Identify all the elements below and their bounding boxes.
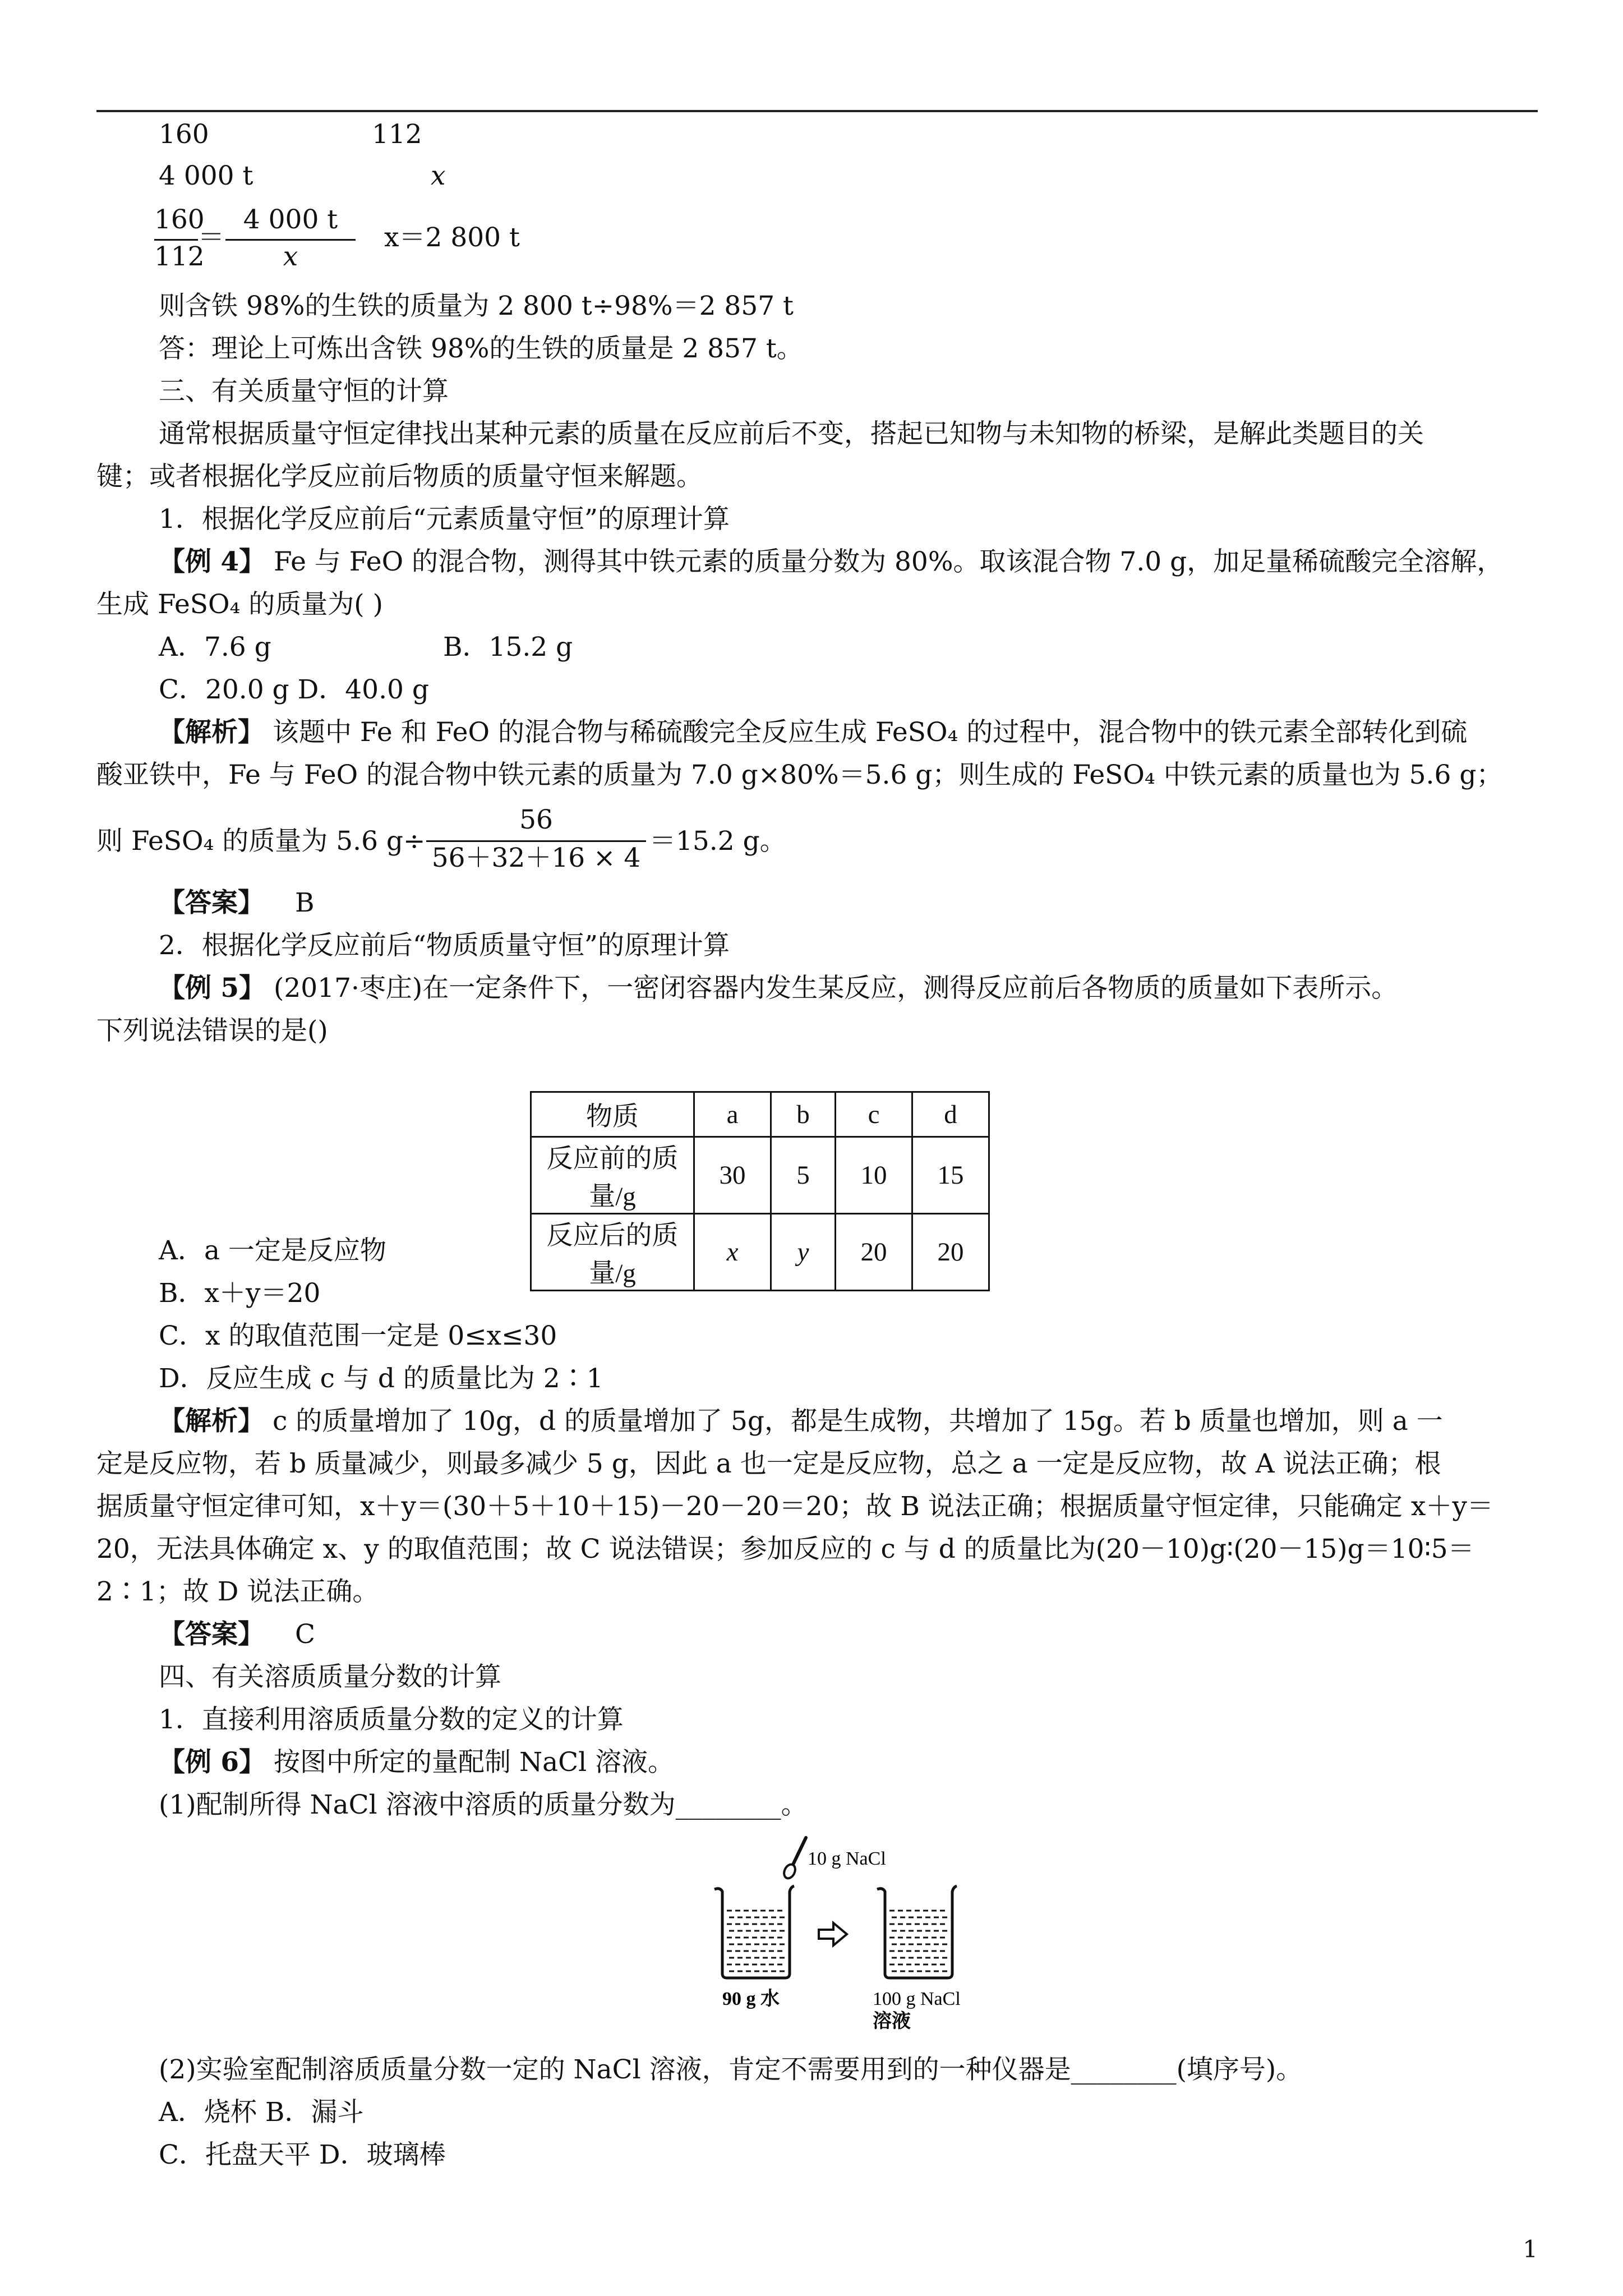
calc-row1-a: 160 — [159, 119, 209, 150]
arrow-right-icon — [819, 1923, 847, 1945]
analysis-tag: 【解析】 — [159, 1406, 264, 1437]
answer-value: C — [294, 1619, 315, 1650]
fraction-bar — [225, 239, 356, 241]
section-heading-3: 三、有关质量守恒的计算 — [159, 376, 449, 407]
subheading-2: 2．根据化学反应前后“物质质量守恒”的原理计算 — [159, 930, 730, 961]
question-2: (2)实验室配制溶质质量分数一定的 NaCl 溶液，肯定不需要用到的一种仪器是________(填序号)。 — [159, 2054, 1303, 2085]
analysis-text-cont: 20，无法具体确定 x、y 的取值范围；故 C 说法错误；参加反应的 c 与 d 的质量比为(20－10)g∶(20－15)g＝10∶5＝ — [96, 1534, 1474, 1565]
fraction-denominator: 56＋32＋16 × 4 — [431, 843, 641, 873]
analysis-text-pre: 则 FeSO₄ 的质量为 5.6 g÷ — [96, 826, 426, 857]
answer-tag: 【答案】 — [159, 887, 264, 918]
beaker-solution-icon — [877, 1886, 957, 1978]
table-header-cell: 物质 — [531, 1092, 694, 1137]
table-cell: x — [694, 1214, 771, 1291]
example-5-text: (2017·枣庄)在一定条件下，一密闭容器内发生某反应，测得反应前后各物质的质量如下表所示。 — [274, 973, 1398, 1004]
subheading-3: 1．直接利用溶质质量分数的定义的计算 — [159, 1704, 624, 1735]
fraction-numerator: 4 000 t — [243, 204, 338, 235]
table-cell: 5 — [771, 1137, 836, 1214]
analysis-5-line — [159, 1405, 1443, 1438]
table-cell: 30 — [694, 1137, 771, 1214]
answer-4-line — [159, 886, 315, 920]
analysis-4-line — [159, 716, 1467, 749]
fraction-bar — [154, 239, 198, 241]
analysis-tag: 【解析】 — [159, 717, 264, 748]
option-c: C．x 的取值范围一定是 0≤x≤30 — [159, 1320, 557, 1351]
example-4-tag: 【例 4】 — [159, 546, 266, 577]
text-line: 则含铁 98%的生铁的质量为 2 800 t÷98%＝2 857 t — [159, 291, 794, 321]
table-cell: 反应前的质量/g — [531, 1137, 694, 1214]
table-header-cell: b — [771, 1092, 836, 1137]
table-cell: 10 — [836, 1137, 912, 1214]
page-number: 1 — [1523, 2235, 1538, 2263]
table-cell: 15 — [912, 1137, 989, 1214]
calc-row2-a: 4 000 t — [159, 160, 253, 191]
option-a: A．7.6 g — [159, 632, 271, 662]
fraction-160-112 — [154, 203, 205, 274]
table-header-cell: d — [912, 1092, 989, 1137]
option-c-d: C．托盘天平 D．玻璃棒 — [159, 2139, 446, 2170]
table-header-cell: c — [836, 1092, 912, 1137]
example-4-line — [159, 545, 1503, 579]
example-4-text-cont: 生成 FeSO₄ 的质量为( ) — [96, 589, 383, 620]
table-cell: 20 — [836, 1214, 912, 1291]
table-header-row — [531, 1092, 989, 1137]
calc-row2-b: x — [431, 160, 446, 191]
answer-line: 答：理论上可炼出含铁 98%的生铁的质量是 2 857 t。 — [159, 333, 803, 364]
section-heading-4: 四、有关溶质质量分数的计算 — [159, 1662, 501, 1692]
answer-5-line — [159, 1618, 315, 1651]
fraction-4000-x — [225, 203, 356, 274]
answer-value: B — [294, 887, 315, 918]
option-b: B．15.2 g — [443, 632, 573, 662]
analysis-text-cont: 2∶1；故 D 说法正确。 — [96, 1576, 379, 1607]
header-rule — [96, 110, 1538, 112]
figure-label-nacl: 10 g NaCl — [808, 1848, 886, 1869]
table-cell: y — [771, 1214, 836, 1291]
answer-tag: 【答案】 — [159, 1619, 264, 1650]
example-4-text: Fe 与 FeO 的混合物，测得其中铁元素的质量分数为 80%。取该混合物 7.0 g，加足量稀硫酸完全溶解， — [274, 546, 1504, 577]
figure-label-solution-2: 溶液 — [873, 2011, 911, 2032]
analysis-text-cont: 定是反应物，若 b 质量减少，则最多减少 5 g，因此 a 也一定是反应物，总之 a 一定是反应物，故 A 说法正确；根 — [96, 1448, 1441, 1479]
example-5-tag: 【例 5】 — [159, 973, 266, 1004]
equals-sign: ＝ — [198, 222, 224, 253]
table-header-cell: a — [694, 1092, 771, 1137]
table-row — [531, 1137, 989, 1214]
example-5-text-cont: 下列说法错误的是() — [96, 1015, 328, 1046]
nacl-solution-figure — [712, 1833, 1004, 2046]
analysis-text: 该题中 Fe 和 FeO 的混合物与稀硫酸完全反应生成 FeSO₄ 的过程中，混合物中的铁元素全部转化到硫 — [272, 717, 1468, 748]
fraction-numerator: 160 — [154, 204, 205, 235]
fraction-fe-ratio — [426, 803, 646, 875]
question-1: (1)配制所得 NaCl 溶液中溶质的质量分数为________。 — [159, 1789, 808, 1820]
example-6-line — [159, 1746, 674, 1779]
option-a: A．a 一定是反应物 — [159, 1235, 386, 1266]
fraction-bar — [426, 840, 646, 842]
calc-row1-b: 112 — [372, 119, 422, 150]
example-5-line — [159, 972, 1398, 1005]
example-6-tag: 【例 6】 — [159, 1747, 266, 1778]
figure-label-solution: 100 g NaCl — [873, 1989, 961, 2009]
calc-result: x＝2 800 t — [384, 222, 520, 253]
table-cell: 反应后的质量/g — [531, 1214, 694, 1291]
subheading-1: 1．根据化学反应前后“元素质量守恒”的原理计算 — [159, 504, 730, 535]
analysis-text-cont: 酸亚铁中，Fe 与 FeO 的混合物中铁元素的质量为 7.0 g×80%＝5.6 g；则生成的 FeSO₄ 中铁元素的质量也为 5.6 g； — [96, 760, 1503, 790]
option-a-b: A．烧杯 B．漏斗 — [159, 2097, 364, 2128]
example-6-text: 按图中所定的量配制 NaCl 溶液。 — [274, 1747, 675, 1778]
paragraph-line: 通常根据质量守恒定律找出某种元素的质量在反应前后不变，搭起已知物与未知物的桥梁，是解此类题目的关 — [159, 418, 1424, 449]
fraction-denominator: 112 — [154, 241, 205, 272]
option-d: D．反应生成 c 与 d 的质量比为 2∶1 — [159, 1363, 603, 1394]
analysis-text: c 的质量增加了 10g，d 的质量增加了 5g，都是生成物，共增加了 15g。若 b 质量也增加，则 a 一 — [272, 1406, 1443, 1437]
table-cell: 20 — [912, 1214, 989, 1291]
table-row — [531, 1214, 989, 1291]
figure-label-water: 90 g 水 — [722, 1989, 780, 2009]
option-b: B．x＋y＝20 — [159, 1278, 321, 1309]
fraction-denominator: x — [283, 241, 298, 272]
analysis-text-cont: 据质量守恒定律可知，x＋y＝(30＋5＋10＋15)－20－20＝20；故 B 说法正确；根据质量守恒定律，只能确定 x＋y＝ — [96, 1491, 1493, 1522]
fraction-numerator: 56 — [519, 804, 553, 835]
beaker-water-icon — [714, 1886, 794, 1978]
analysis-text-post: ＝15.2 g。 — [649, 826, 786, 857]
option-c-d: C．20.0 g D．40.0 g — [159, 674, 429, 705]
spoon-icon — [782, 1838, 806, 1880]
paragraph-line: 键；或者根据化学反应前后物质的质量守恒来解题。 — [96, 461, 703, 492]
mass-table — [530, 1091, 990, 1291]
